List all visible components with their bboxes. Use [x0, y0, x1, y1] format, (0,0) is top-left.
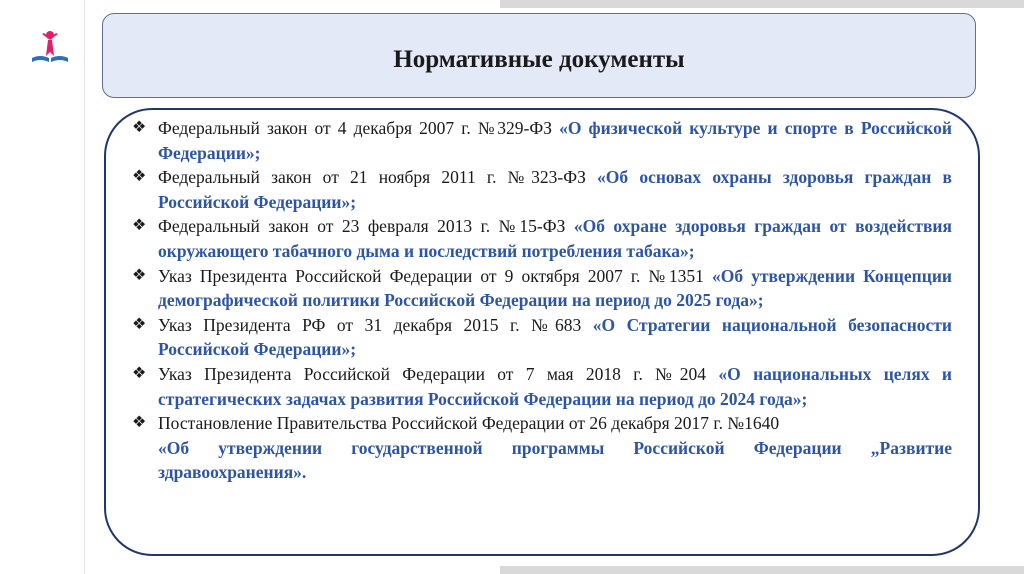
- document-item: [130, 165, 952, 214]
- diamond-bullet-icon: ❖: [132, 315, 147, 333]
- documents-list: [130, 116, 952, 485]
- title-banner: [102, 13, 976, 98]
- document-reference: Указ Президента Российской Федерации от 7 мая 2018 г. №204: [158, 363, 719, 384]
- document-reference: Федеральный закон от 21 ноября 2011 г. №323-ФЗ: [158, 167, 598, 188]
- top-decor-bar: [500, 0, 1024, 8]
- document-item: [130, 264, 952, 313]
- document-title: «Об утверждении государственной программы Российской Федерации „Развитие здравоохранения».: [158, 437, 952, 483]
- school-logo-icon: [28, 28, 72, 64]
- left-sidebar-strip: [0, 0, 85, 574]
- page-title: Нормативные документы: [393, 45, 685, 73]
- diamond-bullet-icon: ❖: [132, 266, 147, 284]
- document-reference: Постановление Правительства Российской Федерации от 26 декабря 2017 г. №1640: [158, 413, 780, 434]
- document-item: [130, 214, 952, 263]
- document-title: «Об охране здоровья граждан от воздействия окружающего табачного дыма и последствий потребления табака»;: [158, 216, 952, 261]
- document-reference: Указ Президента Российской Федерации от 9 октября 2007 г. №1351: [158, 265, 712, 286]
- diamond-bullet-icon: ❖: [132, 414, 147, 432]
- diamond-bullet-icon: ❖: [132, 119, 147, 136]
- document-title: «Об основах охраны здоровья граждан в Российской Федерации»;: [158, 167, 952, 212]
- document-item: [130, 362, 952, 411]
- diamond-bullet-icon: ❖: [132, 364, 147, 382]
- document-reference: Федеральный закон от 4 декабря 2007 г. №329-ФЗ: [158, 118, 560, 138]
- document-item: [130, 313, 952, 362]
- diamond-bullet-icon: ❖: [132, 217, 147, 235]
- document-title: «О национальных целях и стратегических задачах развития Российской Федерации на период до 2024 года»;: [158, 363, 953, 409]
- document-title: «Об утверждении Концепции демографической политики Российской Федерации на период до 2025 года»;: [158, 265, 952, 311]
- bottom-decor-bar: [500, 566, 1024, 574]
- document-item: [130, 411, 952, 485]
- document-item: [130, 116, 952, 165]
- document-title: «О физической культуре и спорте в Российской Федерации»;: [158, 118, 952, 163]
- document-title: «О Стратегии национальной безопасности Российской Федерации»;: [158, 314, 952, 360]
- diamond-bullet-icon: ❖: [132, 168, 147, 186]
- document-reference: Федеральный закон от 23 февраля 2013 г. №15-ФЗ: [158, 216, 574, 237]
- document-reference: Указ Президента РФ от 31 декабря 2015 г. №683: [158, 314, 593, 335]
